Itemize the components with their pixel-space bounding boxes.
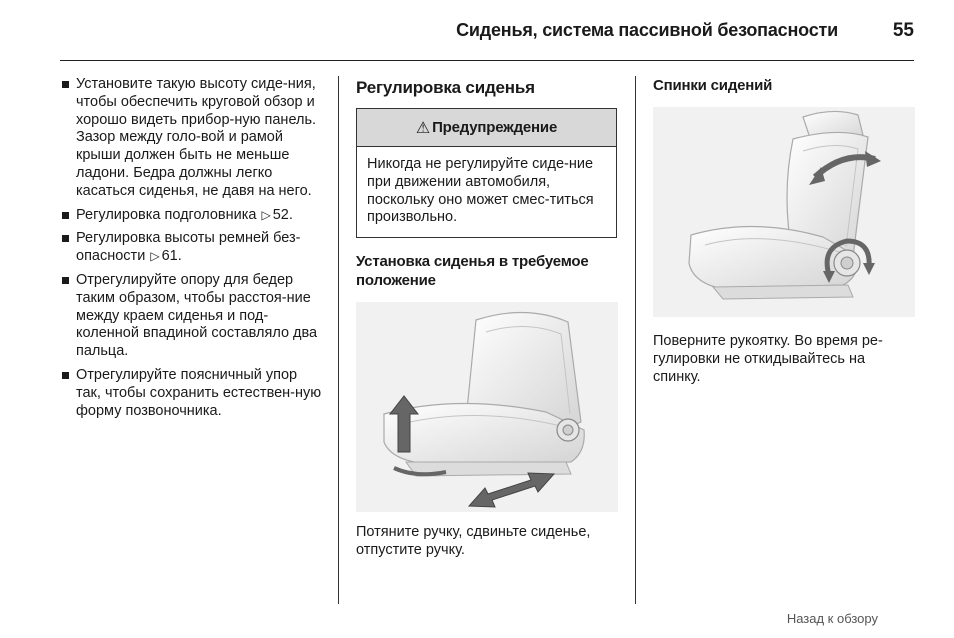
bullet-icon (62, 235, 69, 242)
bullet-text: Установите такую высоту сиде-ния, чтобы обеспечить круговой обзор и хорошо видеть прибор-ную панель. Зазор между голо-вой и рамой крыши должен быть не меньше ладони. Бедра должны легко касаться сиденья, не давя на него. (76, 76, 317, 199)
page-reference-arrow-icon[interactable]: ▷ (261, 207, 271, 222)
list-item (62, 207, 324, 225)
backrest-recline-illustration (653, 107, 915, 317)
illustration-caption: Потяните ручку, сдвиньте сиденье, отпустите ручку. (356, 524, 591, 558)
list-item (62, 76, 324, 201)
bullet-text: Отрегулируйте поясничный упор так, чтобы сохранить естествен-ную форму позвоночника. (76, 366, 322, 419)
bullet-icon (62, 277, 69, 284)
column-divider (635, 76, 636, 604)
warning-text: Никогда не регулируйте сиде-ние при движении автомобиля, поскольку оно может смес-титься произвольно. (367, 156, 594, 226)
bullet-text: Отрегулируйте опору для бедер таким образом, чтобы расстоя-ние между краем сиденья и под-коленной впадиной составляло два пальца. (76, 271, 318, 360)
bullet-icon (62, 212, 69, 219)
page-reference-link[interactable]: 61. (161, 248, 182, 265)
page-header (60, 18, 914, 61)
page-reference-link[interactable]: 52. (272, 206, 293, 223)
back-to-overview-link[interactable]: Назад к обзору (786, 611, 878, 626)
middle-column (356, 76, 618, 560)
section-heading: Регулировка сиденья (356, 78, 535, 97)
bullet-list (62, 76, 324, 420)
warning-header (357, 109, 616, 147)
page-reference-arrow-icon[interactable]: ▷ (150, 249, 160, 264)
bullet-text: Регулировка подголовника (76, 206, 257, 223)
warning-title: Предупреждение (432, 119, 558, 136)
warning-box (356, 108, 617, 238)
right-column (653, 76, 915, 386)
list-item (62, 367, 324, 420)
illustration-caption: Поверните рукоятку. Во время ре-гулировки не откидывайтесь на спинку. (653, 333, 883, 385)
page-number: 55 (892, 20, 914, 41)
section-heading: Спинки сидений (653, 77, 773, 94)
column-divider (338, 76, 339, 604)
bullet-icon (62, 81, 69, 88)
list-item (62, 230, 324, 266)
page-title: Сиденья, система пассивной безопасности (456, 20, 838, 40)
seat-slide-illustration (356, 302, 618, 512)
subsection-heading: Установка сиденья в требуемое положение (356, 253, 589, 290)
bullet-icon (62, 372, 69, 379)
bullet-text: Регулировка высоты ремней без-опасности (76, 230, 301, 265)
left-column (62, 76, 324, 426)
warning-triangle-icon: ⚠ (415, 119, 431, 137)
list-item (62, 272, 324, 361)
